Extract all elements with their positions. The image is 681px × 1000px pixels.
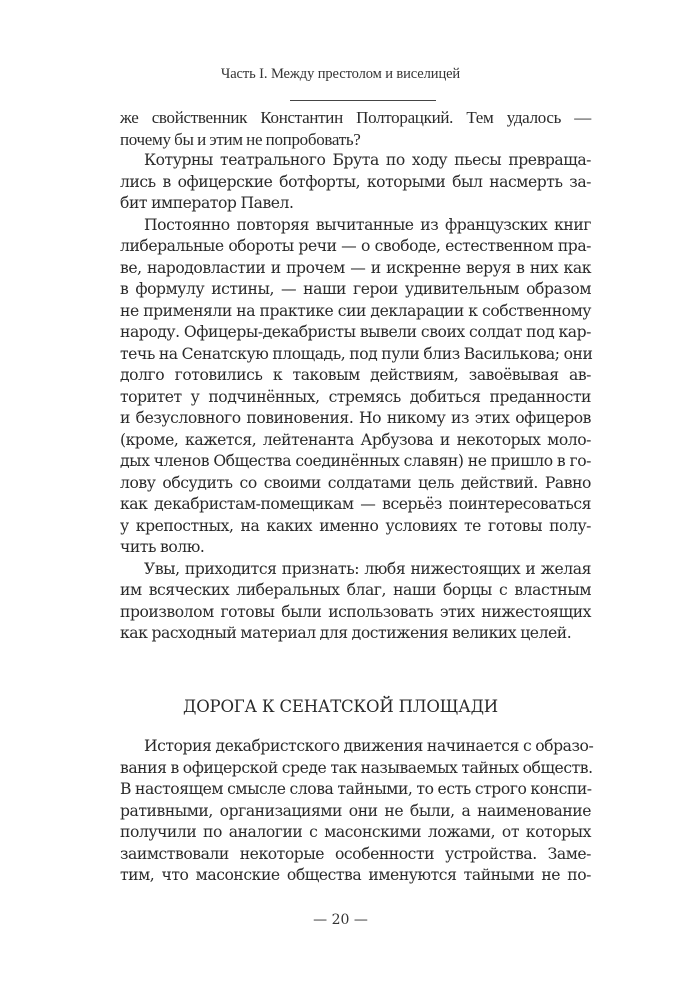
- text-line: торитет у подчинённых, стремясь добиться преданности: [120, 387, 591, 406]
- text-line: же свойственник Константин Полторацкий. Тем удалось —: [120, 108, 591, 127]
- section-title: ДОРОГА К СЕНАТСКОЙ ПЛОЩАДИ: [183, 697, 498, 716]
- text-line: долго готовились к таковым действиям, завоёвывая ав-: [120, 366, 591, 384]
- text-line: ве, народовластии и прочем — и искренне веруя в них как: [120, 258, 591, 277]
- text-line: почему бы и этим не попробовать?: [120, 129, 361, 149]
- text-line: в формулу истины, — наши герои удивительным образом: [120, 280, 591, 298]
- text-line: не применяли на практике сии декларации к собственному: [120, 301, 591, 320]
- text-line: получили по аналогии с масонскими ложами, от которых: [120, 823, 591, 841]
- body-text-block-2: [120, 736, 594, 887]
- text-line: бит император Павел.: [120, 194, 294, 212]
- text-line: История декабристского движения начинается с образо-: [144, 737, 594, 755]
- text-line: (кроме, кажется, лейтенанта Арбузова и некоторых моло-: [120, 430, 591, 449]
- text-line: у крепостных, на каких именно условиях те готовы полу-: [120, 516, 591, 535]
- page-number: — 20 —: [313, 912, 368, 928]
- text-line: заимствовали некоторые особенности устройства. Заме-: [120, 844, 591, 863]
- text-line: либеральные обороты речи — о свободе, естественном пра-: [120, 237, 591, 255]
- text-line: Увы, приходится признать: любя нижестоящих и желая: [144, 559, 591, 578]
- text-line: как декабристам-помещикам — всерьёз поинтересоваться: [120, 495, 591, 513]
- text-line: течь на Сенатскую площадь, под пули близ Василькова; они: [120, 344, 593, 363]
- text-line: ративными, организациями они не были, а наименование: [120, 801, 591, 820]
- header-rule: [290, 100, 436, 101]
- text-line: и безусловного повиновения. Но никому из этих офицеров: [120, 409, 591, 427]
- running-head: Часть I. Между престолом и виселицей: [220, 66, 461, 82]
- text-line: чить волю.: [120, 538, 205, 556]
- text-line: вания в офицерской среде так называемых тайных обществ.: [120, 758, 593, 777]
- body-text-block-1: [120, 107, 591, 645]
- text-line: Постоянно повторяя вычитанные из французских книг: [144, 215, 591, 234]
- text-line: тим, что масонские общества именуются тайными не по-: [120, 866, 591, 884]
- text-line: как расходный материал для достижения великих целей.: [120, 624, 572, 642]
- text-line: произволом готовы были использовать этих нижестоящих: [120, 602, 591, 621]
- text-line: Котурны театрального Брута по ходу пьесы превраща-: [144, 151, 591, 169]
- text-line: народу. Офицеры-декабристы вывели своих солдат под кар-: [120, 323, 591, 341]
- text-line: лову обсудить со своими солдатами цель действий. Равно: [120, 473, 591, 492]
- text-line: дых членов Общества соединённых славян) не пришло в го-: [120, 452, 591, 470]
- text-line: им всяческих либеральных благ, наши борцы с властным: [120, 581, 591, 599]
- text-line: лись в офицерские ботфорты, которыми был насмерть за-: [120, 172, 591, 191]
- text-line: В настоящем смысле слова тайными, то есть строго конспи-: [120, 780, 592, 798]
